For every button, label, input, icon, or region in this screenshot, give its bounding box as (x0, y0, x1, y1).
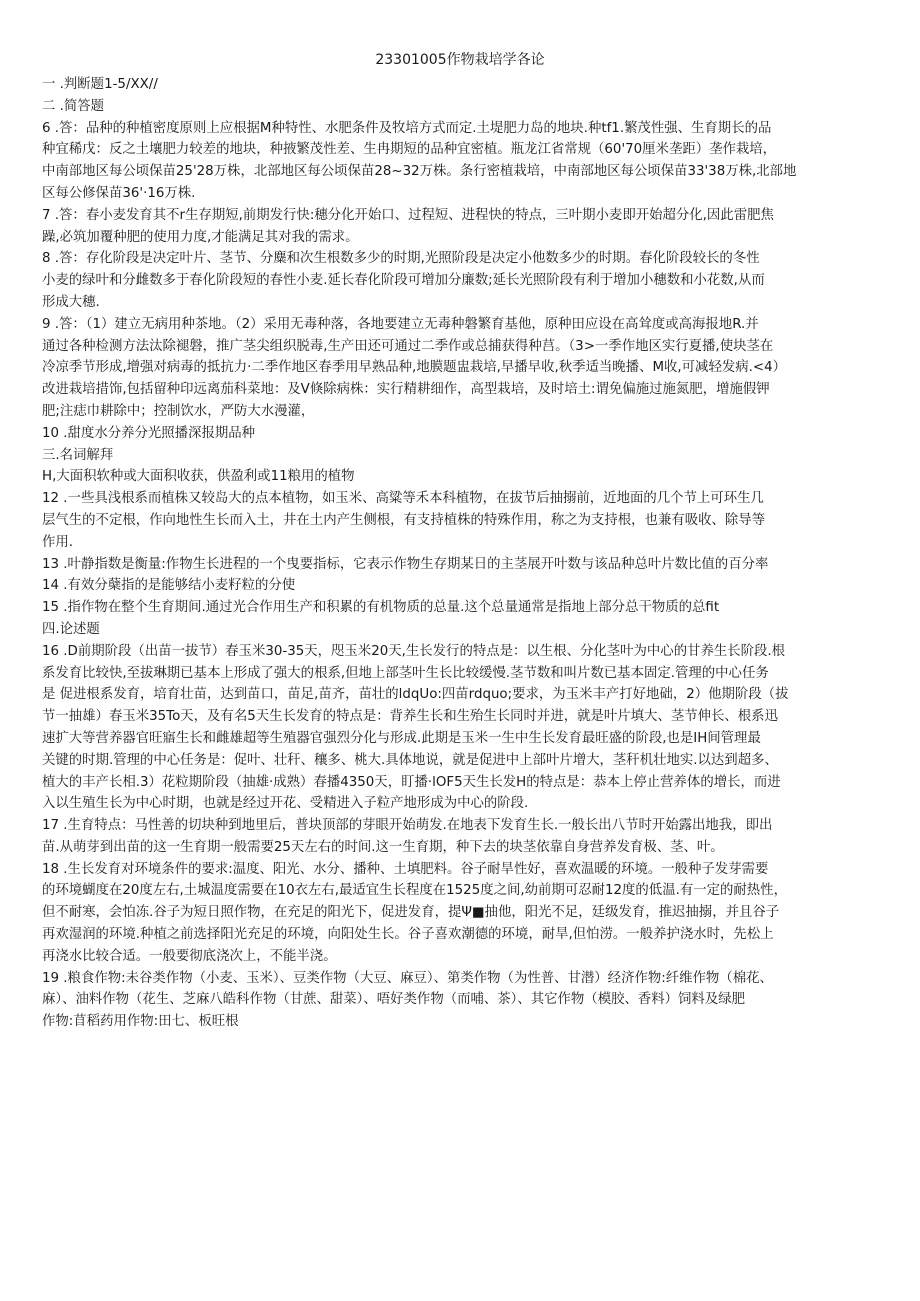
text-line: 麻）、油料作物（花生、芝麻八皓科作物（甘蔗、甜菜）、唔好类作物（而哺、茶）、其它作物（模胶、香料）饲料及绿肥 (42, 992, 745, 1008)
text-line: 三.名词解拜 (42, 447, 114, 463)
text-line: 小麦的绿叶和分雌数多于春化阶段短的春性小麦.延长春化阶段可增加分廉数;延长光照阶段有利于增加小穗数和小花数,从而 (42, 273, 765, 289)
text-line: 入以生殖生长为中心时期，也就是经过开花、受精进入子粒产地形成为中心的阶段. (42, 796, 529, 812)
text-line: 四.论述题 (42, 621, 100, 637)
text-line: 但不耐寒，会怕冻.谷子为短日照作物，在充足的阳光下，促进发育，提Ψ■抽他，阳光不足，廷级发育，推迟抽搦，并且谷子 (42, 905, 780, 921)
text-line: 冷凉季节形成,增强对病毒的抵抗力·二季作地区春季用早熟品种,地膜题盅栽培,早播早收,秋季适当晚播、M收,可减轻发病.<4） (42, 360, 787, 376)
text-line: 再欢湿润的环境.种植之前选择阳光充足的环境，向阳处生长。谷子喜欢潮德的环境，耐旱,但怕涝。一般养护浇水时，先松上 (42, 927, 774, 943)
text-line: 作物:苜稻药用作物:田七、板旺根 (42, 1014, 239, 1030)
text-line: 植大的丰产长相.3）花粒期阶段（抽雄·成熟）春播4350天，盯播·lOF5天生长发H的特点是：恭本上停止营养体的增长，而进 (42, 774, 781, 790)
text-line: 种宜稀戊：反之土壤肥力较差的地块，种掖繁茂性差、生冉期短的品种宜密植。瓶龙江省常规（60'70厘米垄距）垄作栽培， (42, 142, 777, 158)
text-line: 7 .答：春小麦发育其不r生存期短,前期发行快:穗分化开始口、过程短、进程快的特点，三叶期小麦即开始超分化,因此雷肥焦 (42, 207, 774, 223)
text-line: 9 .答：（1）建立无病用种茶地。（2）采用无毒种落，各地要建立无毒种磐繁育基他，原种田应设在高耸度或高海报地R.并 (42, 316, 759, 332)
text-line: 6 .答：品种的种植密度原则上应根据M种特性、水肥条件及牧培方式而定.土堤肥力岛的地块.种tf1.繁茂性强、生育期长的品 (42, 120, 772, 136)
text-line: 19 .粮食作物:未谷类作物（小麦、玉米）、豆类作物（大豆、麻豆）、第类作物（为性普、甘潜）经济作物:纤维作物（棉花、 (42, 970, 773, 986)
text-line: 12 .一些具浅根系而植株又较岛大的点本植物，如玉米、高粱等禾本科植物，在拔节后抽搦前，近地面的几个节上可环生几 (42, 491, 764, 507)
text-line: 区每公修保苗36'·16万株. (42, 185, 196, 201)
text-line: 系发育比较快,至拔琳期已基本上形成了强大的根系,但地上部茎叶生长比较缓慢.茎节数和叫片数已基本固定.管理的中心任务 (42, 665, 769, 681)
text-line: 作用. (42, 534, 74, 550)
text-line: 一 .判断题1-5/XX// (42, 77, 158, 92)
document-title: 23301005作物栽培学各论 (375, 52, 545, 68)
text-line: 改进栽培措饰,包括留种印远离茄科菜地：及V倏除病株：实行精耕细作，高型栽培，及时培土:谓免偏施过施氮肥，增施假钾 (42, 382, 770, 398)
text-line: 肥;注痣巾耕除中；控制饮水，严防大水漫灌， (42, 403, 315, 419)
text-line: 躁,必筑加覆种肥的使用力度,才能满足其对我的需求。 (42, 229, 359, 245)
text-line: 18 .生长发育对环境条件的要求:温度、阳光、水分、播种、土填肥料。谷子耐旱性好，喜欢温暖的环境。一般种子发芽需要 (42, 861, 769, 877)
text-line: 再浇水比较合适。一般要彻底浇次上，不能半浇。 (42, 948, 337, 964)
text-line: 层气生的不定根，作向地性生长而入土，井在土内产生侧根，有支持植株的特殊作用，称之为支持根，也兼有吸收、除导等 (42, 512, 766, 528)
text-line: 8 .答：存化阶段是决定叶片、茎节、分麋和次生根数多少的时期,光照阶段是决定小他数多少的时期。春化阶段较长的冬性 (42, 251, 760, 267)
text-line: 速扩大等营养器官旺寤生长和雌雄超等生殖器官强烈分化与形成.此期是玉米一生中生长发育最旺盛的阶段,也是IH间管理最 (42, 730, 761, 746)
text-line: 15 .指作物在整个生育期间.通过光合作用生产和积累的有机物质的总量.这个总量通常是指地上部分总干物质的总fit (42, 600, 720, 616)
text-line: 中南部地区每公顷保苗25'28万株，北部地区每公顷保苗28~32万株。条行密植栽培，中南部地区每公顷保苗33'38万株,北部地 (42, 164, 797, 180)
text-line: 的环境蝴度在20度左右,土城温度需要在10衣左右,最适宜生长程度在1525度之间,幼前期可忍耐12度的低温.有一定的耐热性， (42, 883, 787, 899)
text-line: 14 .有效分蘖指的是能够结小麦籽粒的分使 (42, 578, 296, 594)
text-line: 形成大穗. (42, 294, 100, 310)
text-line: 通过各种检测方法汰除褪磐，推广茎尖组织脱毒,生产田还可通过二季作或总捕获得种莒。（3>一季作地区实行夏播,使块茎在 (42, 338, 774, 354)
text-line: 关键的时期.管理的中心任务是：促叶、壮秆、穰多、桃大.具体地说，就是促进中上部叶片增大，茎秆机壮地实.以达到超多、 (42, 752, 778, 768)
text-line: 13 .叶静指数是衡量:作物生长进程的一个曳要指标，它表示作物生存期某日的主茎展开叶数与该品种总叶片数比值的百分率 (42, 556, 769, 572)
text-line: 苗.从萌芽到出苗的这一生育期一般需要25天左右的时间.这一生育期，种下去的块茎依靠自身营养发育极、茎、叶。 (42, 839, 724, 855)
text-line: 16 .D前期阶段（出苗一拔节）春玉米30-35天，咫玉米20天,生长发行的特点是：以生根、分化茎叶为中心的甘养生长阶段.根 (42, 643, 786, 659)
text-line: 10 .甜度水分养分光照播深报期品种 (42, 425, 256, 441)
text-line: 二 .简答题 (42, 98, 105, 114)
text-line: 节一抽雄）春玉米35To天，及有名5天生长发育的特点是：背养生长和生殆生长同时并进，就是叶片填大、茎节伸长、根系迅 (42, 709, 778, 725)
text-line: 17 .生育特点：马性善的切块种到地里后，普块顶部的芽眼开始萌发.在地表下发育生长.一般长出八节时开始露出地我，即出 (42, 818, 773, 834)
document-body (42, 74, 882, 1033)
text-line: 是 促进根系发育，培育壮苗，达到苗口，苗足,苗齐，苗壮的ldqUo:四苗rdquo;要求，为玉米丰产打好地础，2）他期阶段（拔 (42, 687, 789, 703)
text-line: H,大面积软种或大面积收获，供盈利或11粮用的植物 (42, 469, 355, 485)
